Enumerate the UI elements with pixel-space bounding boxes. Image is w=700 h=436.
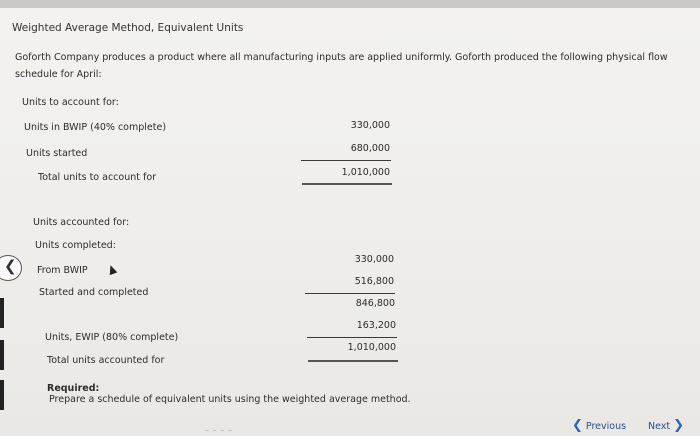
units-started-value: 680,000 [350,143,390,154]
to-account-heading: Units to account for: [22,97,119,108]
chevron-right-icon: ❯ [673,418,685,433]
previous-button[interactable] [572,418,626,433]
total-to-account-label: Total units to account for [38,172,157,183]
left-edge-bar [0,380,4,410]
chevron-left-icon: ❮ [572,418,583,433]
required-text: Prepare a schedule of equivalent units using the weighted average method. [49,394,411,405]
next-button[interactable] [648,418,684,433]
sum-rule [307,337,397,338]
bwip-value: 330,000 [350,120,390,131]
cut-off-text: ‒ ‒ ‒ ‒ [205,427,233,434]
ewip-label: Units, EWIP (80% complete) [45,332,179,343]
problem-text: Goforth Company produces a product where all manufacturing inputs are applied uniformly. Goforth produced the following physical flow [15,52,668,63]
total-to-account-value: 1,010,000 [341,167,390,178]
page-title: Weighted Average Method, Equivalent Units [12,22,244,34]
total-rule [302,183,392,185]
total-accounted-label: Total units accounted for [47,355,165,366]
total-accounted-value: 1,010,000 [347,342,396,353]
from-bwip-label: From BWIP [37,265,88,276]
left-edge-bar [0,340,4,370]
started-completed-value: 516,800 [354,276,394,287]
started-completed-label: Started and completed [39,287,149,298]
previous-label: Previous [585,421,627,432]
problem-text: schedule for April: [15,69,102,80]
sum-rule [301,160,391,161]
next-label: Next [648,421,671,432]
left-edge-bar [0,298,4,328]
total-rule [308,360,398,362]
completed-heading: Units completed: [35,240,116,251]
completed-total-value: 846,800 [355,298,395,309]
ewip-value: 163,200 [356,320,396,331]
from-bwip-value: 330,000 [354,254,394,265]
sum-rule [305,293,395,294]
chevron-left-icon: ❮ [4,257,17,275]
accounted-heading: Units accounted for: [33,217,130,228]
units-started-label: Units started [26,148,88,159]
required-label: Required: [47,383,100,394]
bwip-label: Units in BWIP (40% complete) [24,122,167,133]
top-bar [0,0,700,8]
